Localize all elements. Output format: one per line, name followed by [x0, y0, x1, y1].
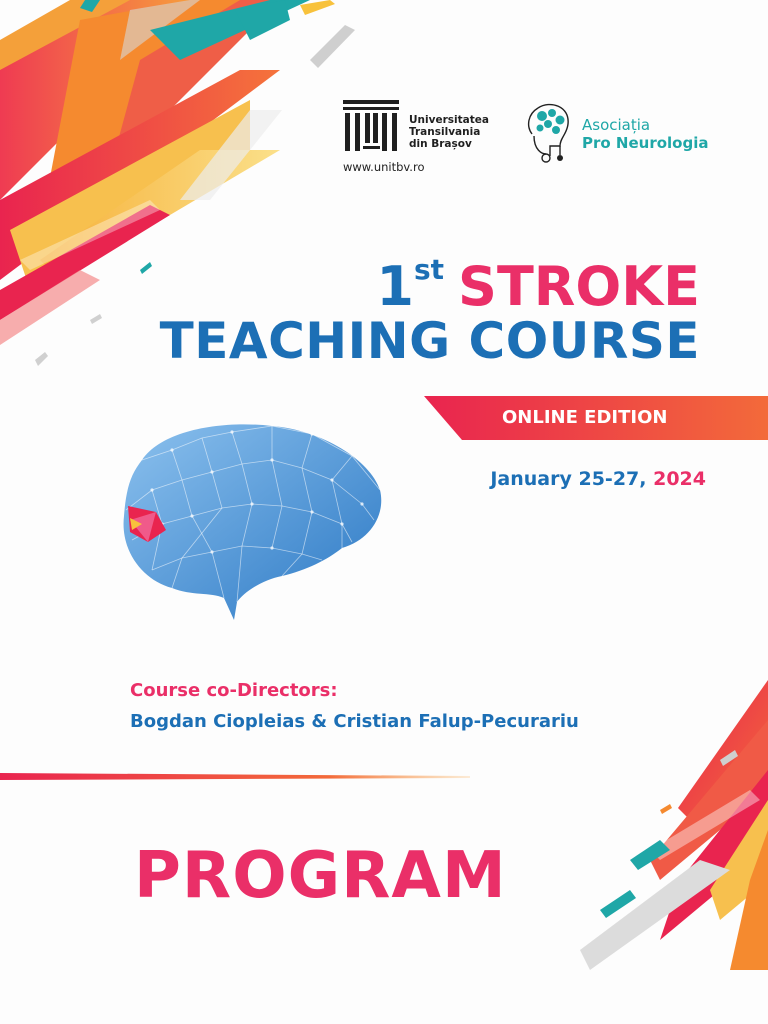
university-columns-icon — [343, 100, 399, 154]
dates-days: January 25-27, — [490, 468, 647, 490]
title-number: 1 — [376, 255, 414, 318]
university-logo — [343, 100, 503, 175]
university-url[interactable]: www.unitbv.ro — [343, 160, 425, 174]
university-name: Universitatea Transilvania din Brașov — [409, 114, 489, 150]
divider-stripe — [0, 770, 470, 782]
association-name-line1: Asociația — [582, 116, 651, 134]
edition-label: ONLINE EDITION — [502, 407, 668, 428]
course-dates — [490, 468, 706, 490]
course-title-line1 — [376, 240, 700, 317]
directors-heading: Course co-Directors: — [130, 680, 338, 701]
program-title: PROGRAM — [134, 839, 507, 913]
directors-names: Bogdan Ciopleias & Cristian Falup-Pecurariu — [130, 711, 579, 732]
decor-stripes-bottom-right — [560, 680, 768, 980]
association-logo — [520, 102, 720, 172]
title-ordinal: st — [413, 253, 445, 286]
edition-banner — [424, 396, 768, 440]
brain-head-stethoscope-icon — [520, 102, 572, 168]
course-title-line2: TEACHING COURSE — [159, 312, 700, 370]
association-name-line2: Pro Neurologia — [582, 134, 709, 152]
dates-year: 2024 — [653, 468, 706, 490]
low-poly-brain-icon — [112, 420, 387, 625]
title-highlight: STROKE — [458, 255, 700, 318]
